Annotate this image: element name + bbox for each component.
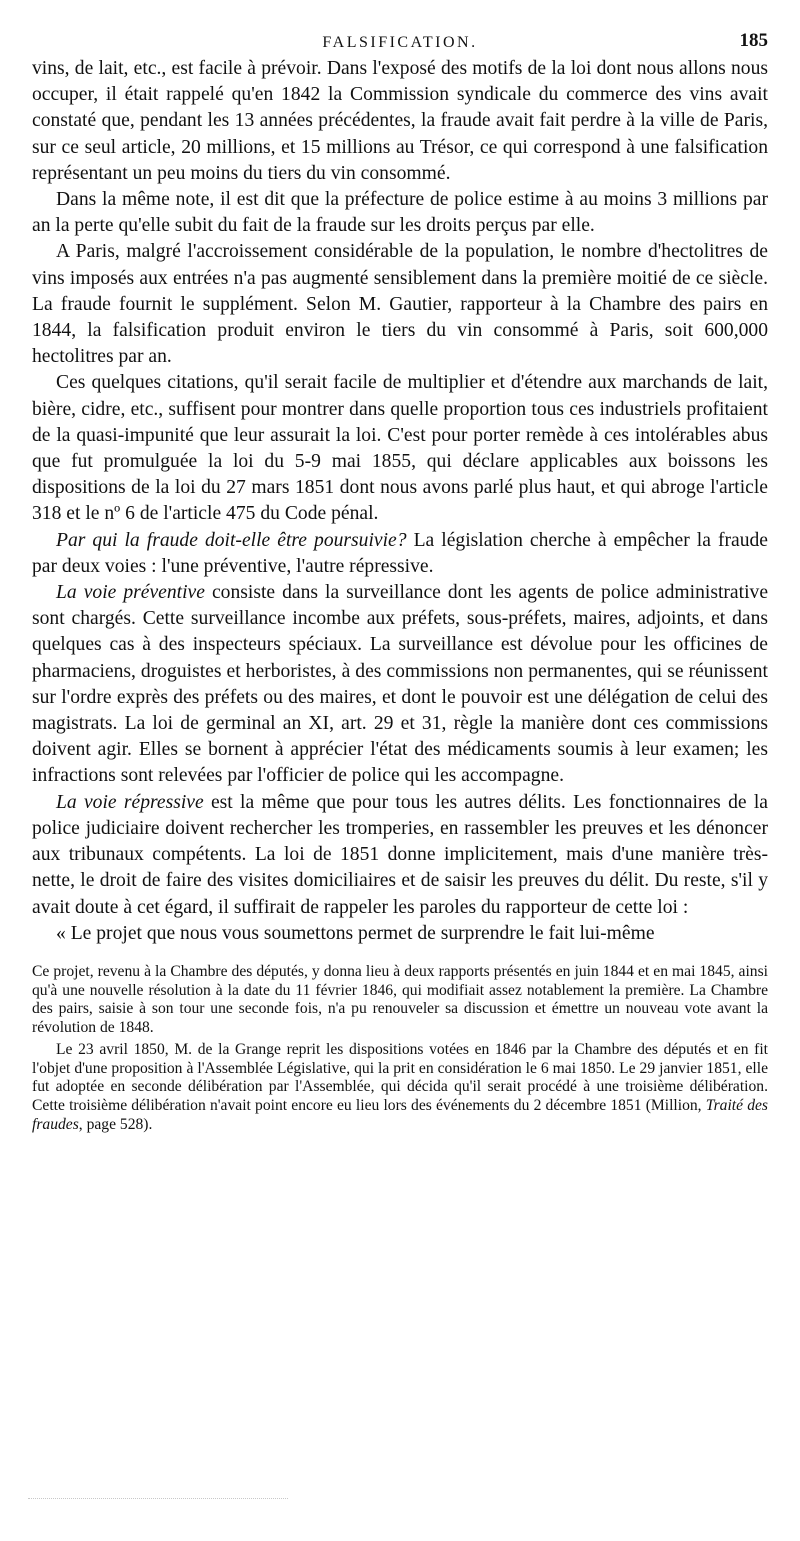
- footnote-text: Le 23 avril 1850, M. de la Grange reprit les dispositions votées en 1846 par la Chambre des députés et en fit l'objet d'une proposition à l'Assemblée Législative, qui la prit en considération le 6 mai 1850. Le 29 janvier 1851, elle fut adoptée en seconde délibération par l'Assemblée, qui décida qu'il serait procédé à une troisième délibération. Cette troisième délibération n'avait point encore eu lieu lors des événements du 2 décembre 1851 (Million,: [32, 1041, 768, 1115]
- paragraph-text: La législation cherche à empêcher la fraude par deux voies : l'une préventive, l'autre répressive.: [32, 529, 768, 577]
- paragraph: vins, de lait, etc., est facile à prévoir. Dans l'exposé des motifs de la loi dont nous allons nous occuper, il était rappelé qu'en 1842 la Commission syndicale du commerce des vins avait constaté que, pendant les 13 années précédentes, la fraude avait fait perdre à la ville de Paris, sur ce seul article, 20 millions, et 15 millions au Trésor, ce qui correspond à une falsification représentant un peu moins du tiers du vin consommé.: [32, 58, 768, 184]
- paragraph-text: consiste dans la surveillance dont les agents de police administrative sont chargés. Cette surveillance incombe aux préfets, sous-préfets, maires, adjoints, et dans quelques cas à des inspecteurs spéciaux. La surveillance est dévolue pour les officines de pharmaciens, droguistes et herboristes, à des commissions non permanentes, qui se réunissent sur l'ordre exprès des préfets ou des maires, et dont le pouvoir est une délégation de celui des magistrats. La loi de germinal an XI, art. 29 et 31, règle la manière dont ces commissions doivent agir. Elles se bornent à apprécier l'état des médicaments soumis à leur examen; les infractions sont relevées par l'officier de police qui les accompagne.: [32, 582, 769, 787]
- main-text: [32, 56, 768, 947]
- running-title: FALSIFICATION.: [322, 34, 478, 51]
- footnote: [32, 1041, 768, 1134]
- cited-title: Traité des fraudes: [32, 1097, 768, 1133]
- footnotes: [32, 963, 768, 1134]
- section-lead: La voie répressive: [56, 791, 204, 813]
- paragraph: [32, 790, 768, 921]
- book-page: [32, 22, 768, 1134]
- section-lead: La voie préventive: [56, 582, 205, 604]
- page-header: [32, 22, 768, 56]
- paragraph: [32, 580, 768, 790]
- page-number: 185: [739, 30, 768, 51]
- footnote-text: , page 528).: [78, 1115, 153, 1133]
- paragraph: Ces quelques citations, qu'il serait facile de multiplier et d'étendre aux marchands de lait, bière, cidre, etc., suffisent pour montrer dans quelle proportion tous ces industriels profitaient de la quasi-impunité que leur assurait la loi. C'est pour porter remède à ces intolérables abus que fut promulguée la loi du 5-9 mai 1855, qui déclare applicables aux boissons les dispositions de la loi du 27 mars 1851 dont nous avons parlé plus haut, et qui abroge l'article 318 et le nº 6 de l'article 475 du Code pénal.: [32, 372, 768, 525]
- paragraph: [32, 528, 768, 580]
- footnote: Ce projet, revenu à la Chambre des députés, y donna lieu à deux rapports présentés en juin 1844 et en mai 1845, ainsi qu'à une nouvelle résolution à la date du 11 février 1846, qui modifiait assez notablement la première. La Chambre des pairs, saisie à son tour une seconde fois, n'a pu renouveler sa discussion et émettre un nouveau vote avant la révolution de 1848.: [32, 962, 768, 1036]
- section-question: Par qui la fraude doit-elle être poursuivie?: [56, 529, 407, 551]
- paragraph: A Paris, malgré l'accroissement considérable de la population, le nombre d'hectolitres de vins imposés aux entrées n'a pas augmenté sensiblement dans la première moitié de ce siècle. La fraude fournit le supplément. Selon M. Gautier, rapporteur à la Chambre des pairs en 1844, la falsification produit environ le tiers du vin consommé à Paris, soit 600,000 hectolitres par an.: [32, 241, 768, 368]
- paragraph-text: est la même que pour tous les autres délits. Les fonctionnaires de la police judiciaire doivent rechercher les tromperies, en rassembler les preuves et les dénoncer aux tribunaux compétents. La loi de 1851 donne implicitement, mais d'une manière très-nette, le droit de faire des visites domiciliaires et de saisir les preuves du délit. Du reste, s'il y avait doute à cet égard, il suffirait de rappeler les paroles du rapporteur de cette loi :: [32, 791, 768, 918]
- paragraph: Dans la même note, il est dit que la préfecture de police estime à au moins 3 millions par an la perte qu'elle subit du fait de la fraude sur les droits perçus par elle.: [32, 189, 768, 237]
- print-specks: [28, 1498, 288, 1502]
- quote-opening: « Le projet que nous vous soumettons permet de surprendre le fait lui-même: [56, 922, 655, 944]
